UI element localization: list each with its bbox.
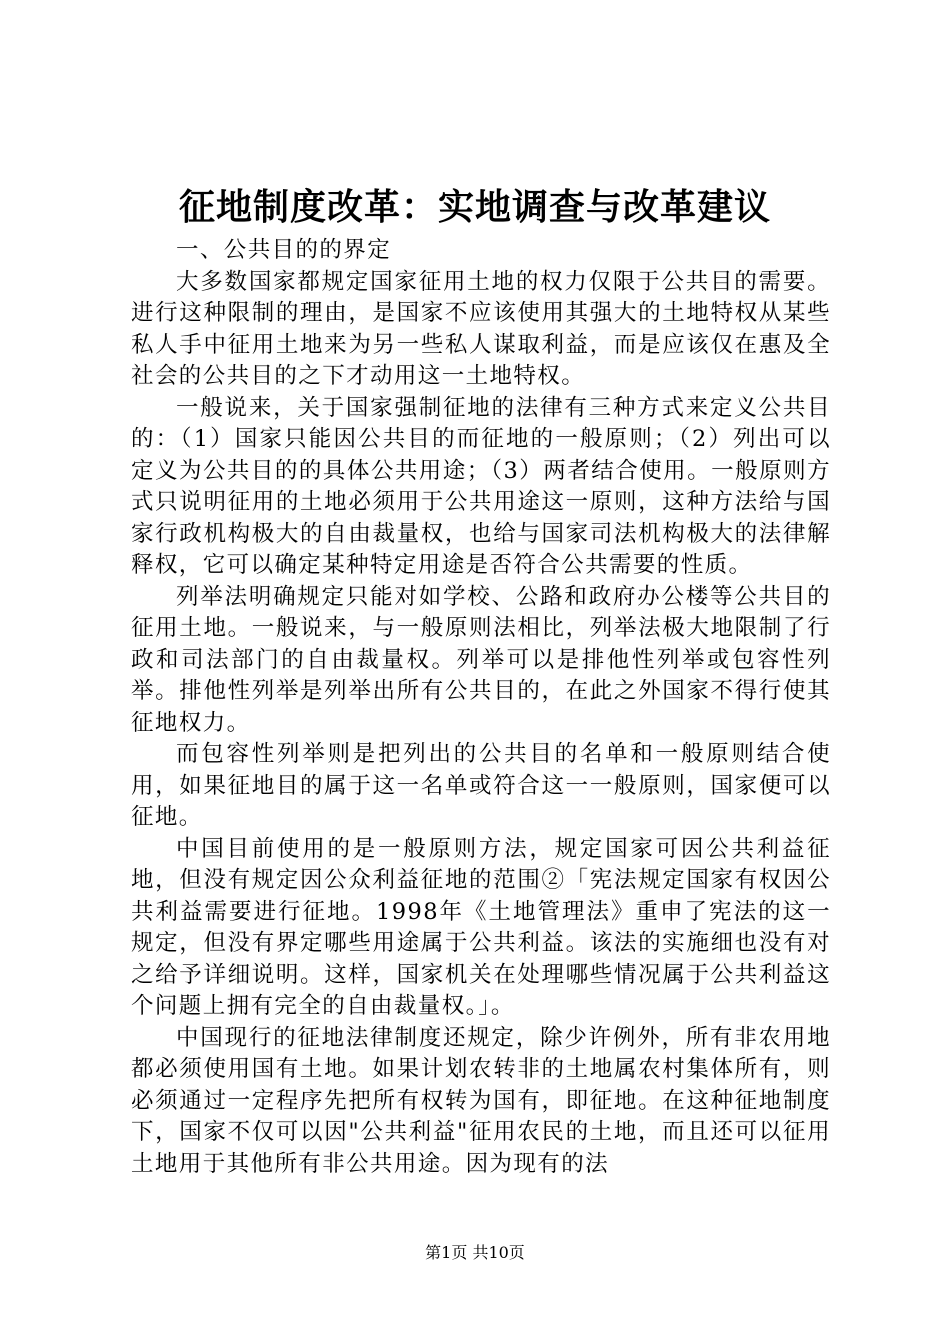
page-footer: 第1页 共10页 xyxy=(425,1243,525,1262)
document-title: 征地制度改革：实地调查与改革建议 xyxy=(178,187,771,228)
document-body xyxy=(131,235,831,1180)
section-heading: 一、公共目的的界定 xyxy=(176,237,392,263)
paragraph: 一般说来，关于国家强制征地的法律有三种方式来定义公共目的：（1）国家只能因公共目的而征地的一般原则；（2）列出可以定义为公共目的的具体公共用途；（3）两者结合使用。一般原则方式只说明征用的土地必须用于公共用途这一原则，这种方法给与国家行政机构极大的自由裁量权，也给与国家司法机构极大的法律解释权，它可以确定某种特定用途是否符合公共需要的性质。 xyxy=(131,394,831,578)
paragraph: 中国目前使用的是一般原则方法，规定国家可因公共利益征地，但没有规定因公众利益征地的范围②「宪法规定国家有权因公共利益需要进行征地。1998年《土地管理法》重申了宪法的这一规定，但没有界定哪些用途属于公共利益。该法的实施细也没有对之给予详细说明。这样，国家机关在处理哪些情况属于公共利益这个问题上拥有完全的自由裁量权。」。 xyxy=(131,835,831,1019)
paragraph: 大多数国家都规定国家征用土地的权力仅限于公共目的需要。进行这种限制的理由，是国家不应该使用其强大的土地特权从某些私人手中征用土地来为另一些私人谋取利益，而是应该仅在惠及全社会的公共目的之下才动用这一土地特权。 xyxy=(131,268,831,389)
paragraph: 而包容性列举则是把列出的公共目的名单和一般原则结合使用，如果征地目的属于这一名单或符合这一一般原则，国家便可以征地。 xyxy=(131,741,831,830)
paragraph: 中国现行的征地法律制度还规定，除少许例外，所有非农用地都必须使用国有土地。如果计划农转非的土地属农村集体所有，则必须通过一定程序先把所有权转为国有，即征地。在这种征地制度下，国家不仅可以因"公共利益"征用农民的土地，而且还可以征用土地用于其他所有非公共用途。因为现有的法 xyxy=(131,1024,831,1177)
paragraph: 列举法明确规定只能对如学校、公路和政府办公楼等公共目的征用土地。一般说来，与一般原则法相比，列举法极大地限制了行政和司法部门的自由裁量权。列举可以是排他性列举或包容性列举。排他性列举是列举出所有公共目的，在此之外国家不得行使其征地权力。 xyxy=(131,583,831,736)
